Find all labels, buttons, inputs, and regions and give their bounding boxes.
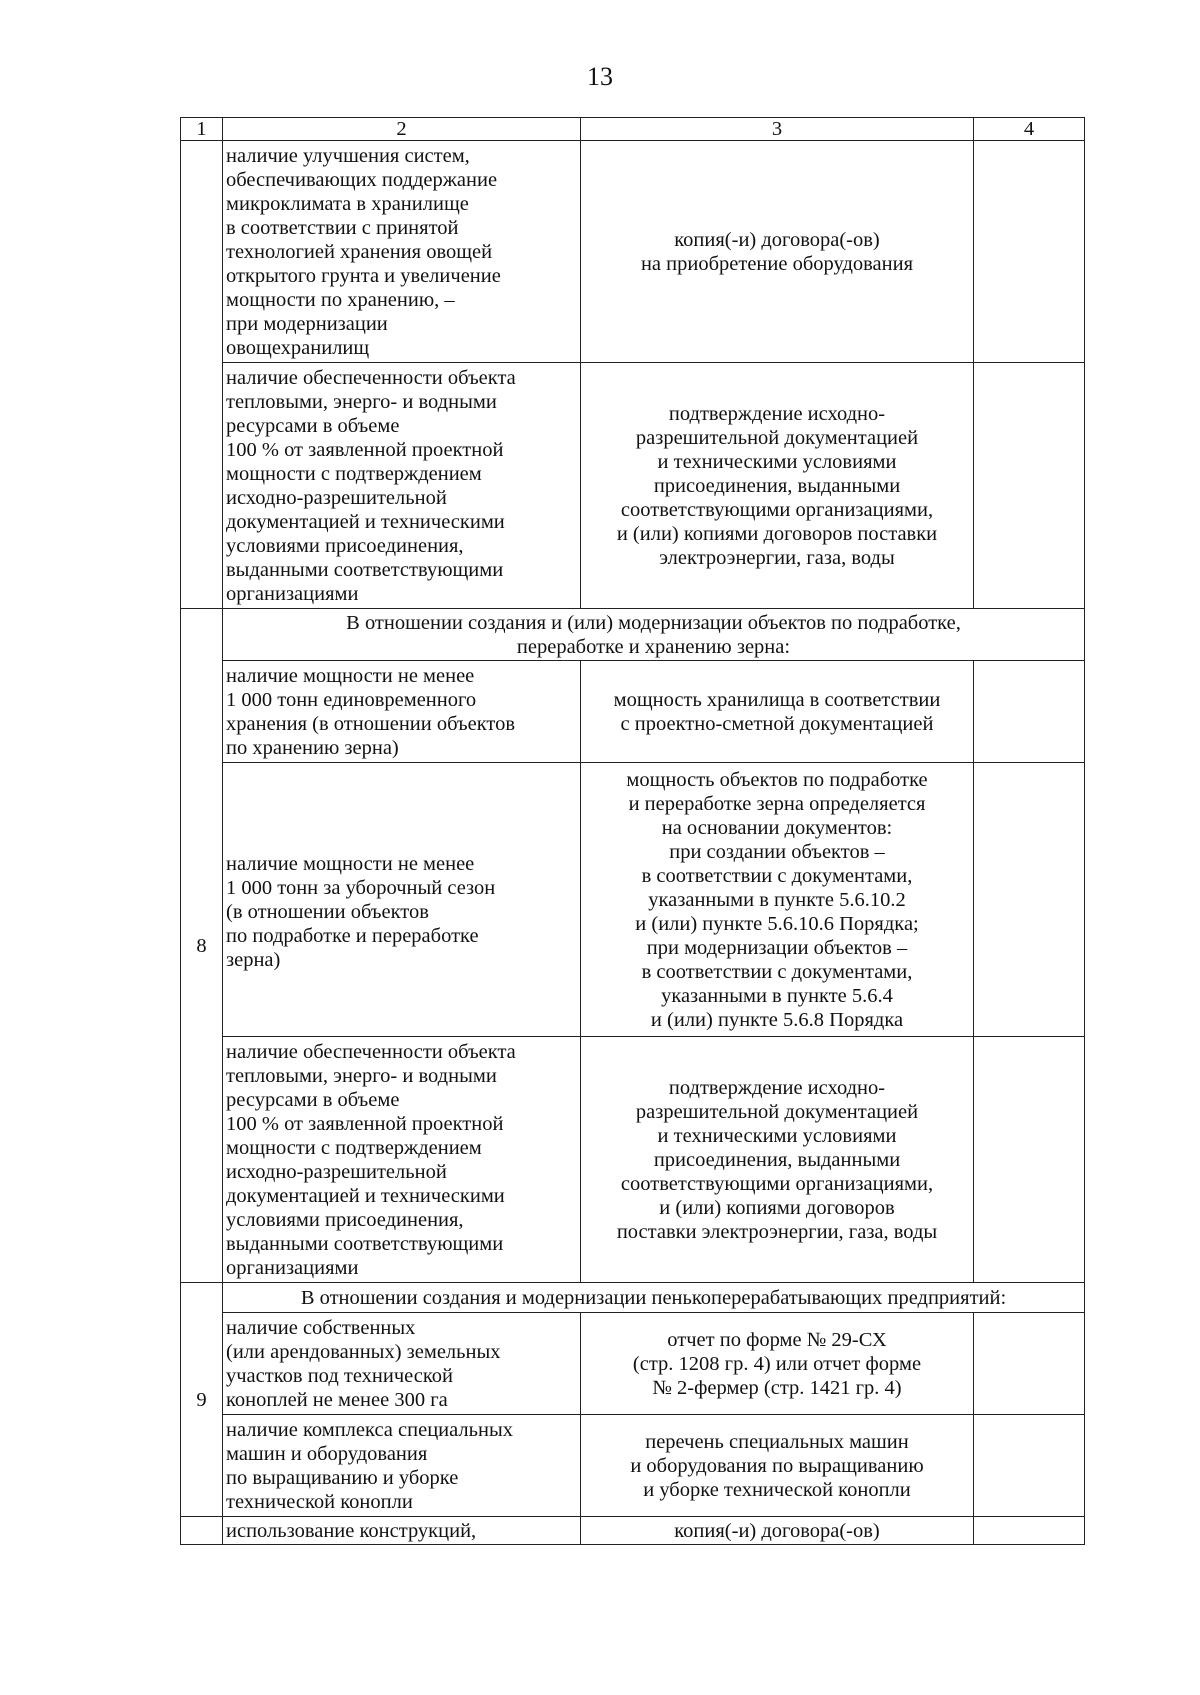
criterion-cell (223, 1313, 581, 1415)
table-row (181, 1313, 1085, 1415)
section-title-grain (223, 609, 1085, 661)
note-cell (974, 141, 1085, 363)
section-row (181, 1283, 1085, 1313)
section-title-hemp (223, 1283, 1085, 1313)
document-cell (581, 1313, 974, 1415)
table-row (181, 661, 1085, 763)
page-number: 13 (587, 62, 613, 91)
row-number-cell (181, 141, 223, 609)
document-cell (581, 763, 974, 1037)
criterion-cell (223, 363, 581, 609)
document-text: подтверждение исходно- разрешительной документацией и техническими условиями присоединения, выданными соответствующими организациями, и (или) копиями договоров поставки электроэнергии, газа, воды (616, 402, 938, 569)
table-row (181, 363, 1085, 609)
header-col-4: 4 (974, 118, 1085, 141)
table-row (181, 141, 1085, 363)
criterion-text: наличие комплекса специальных машин и оборудования по выращиванию и уборке технической конопли (226, 1418, 513, 1513)
table-row (181, 1517, 1085, 1545)
criterion-text: наличие собственных (или арендованных) земельных участков под технической коноплей не менее 300 га (226, 1316, 501, 1411)
criterion-text: наличие мощности не менее 1 000 тонн единовременного хранения (в отношении объектов по хранению зерна) (226, 664, 516, 759)
table-row (181, 1415, 1085, 1517)
header-col-3: 3 (581, 118, 974, 141)
criterion-cell (223, 1517, 581, 1545)
criterion-text: использование конструкций, (226, 1519, 477, 1542)
section-title-text: В отношении создания и (или) модернизации объектов по подработке, переработке и хранению зерна: (346, 611, 961, 658)
document-cell (581, 141, 974, 363)
row-number-cell (181, 1517, 223, 1545)
document-text: отчет по форме № 29-СХ (стр. 1208 гр. 4) или отчет форме № 2-фермер (стр. 1421 гр. 4) (632, 1328, 922, 1399)
section-title-text: В отношении создания и модернизации пенькоперерабатывающих предприятий: (300, 1286, 1007, 1309)
requirements-table (180, 117, 1085, 1545)
group-number-8: 8 (181, 609, 223, 1283)
document-cell (581, 661, 974, 763)
table-row (181, 763, 1085, 1037)
note-cell (974, 661, 1085, 763)
criterion-cell (223, 661, 581, 763)
document-text: мощность объектов по подработке и переработке зерна определяется на основании документов: при создании объектов – в соответствии с документами, указанными в пункте 5.6.10.2 и (или) пункте 5.6.10.6 Порядка; при модернизации объектов – в соответствии с документами, указанными в пункте 5.6.4 и (или) пункте 5.6.8 Порядка (626, 768, 928, 1031)
note-cell (974, 1037, 1085, 1283)
section-row (181, 609, 1085, 661)
note-cell (974, 363, 1085, 609)
document-cell (581, 363, 974, 609)
note-cell (974, 763, 1085, 1037)
header-col-2: 2 (223, 118, 581, 141)
document-text: копия(-и) договора(-ов) (674, 1519, 880, 1542)
table-header-row (181, 118, 1085, 141)
document-text: мощность хранилища в соответствии с проектно-сметной документацией (613, 688, 941, 735)
group-number-9: 9 (181, 1283, 223, 1517)
criterion-text: наличие обеспеченности объекта тепловыми, энерго- и водными ресурсами в объеме 100 % от заявленной проектной мощности с подтверждением исходно-разрешительной документацией и техническими условиями присоединения, выданными соответствующими организациями (226, 366, 516, 605)
note-cell (974, 1415, 1085, 1517)
criterion-cell (223, 763, 581, 1037)
document-cell (581, 1517, 974, 1545)
document-text: копия(-и) договора(-ов) на приобретение оборудования (640, 228, 914, 275)
criterion-text: наличие обеспеченности объекта тепловыми, энерго- и водными ресурсами в объеме 100 % от заявленной проектной мощности с подтверждением исходно-разрешительной документацией и техническими условиями присоединения, выданными соответствующими организациями (226, 1040, 516, 1279)
header-col-1: 1 (181, 118, 223, 141)
document-text: перечень специальных машин и оборудования по выращиванию и уборке технической конопли (630, 1430, 924, 1501)
table-row (181, 1037, 1085, 1283)
document-cell (581, 1037, 974, 1283)
criterion-cell (223, 1415, 581, 1517)
criterion-text: наличие мощности не менее 1 000 тонн за уборочный сезон (в отношении объектов по подработке и переработке зерна) (226, 853, 496, 971)
note-cell (974, 1517, 1085, 1545)
criterion-text: наличие улучшения систем, обеспечивающих поддержание микроклимата в хранилище в соответствии с принятой технологией хранения овощей открытого грунта и увеличение мощности по хранению, – при модернизации овощехранилищ (226, 144, 501, 359)
criterion-cell (223, 141, 581, 363)
document-cell (581, 1415, 974, 1517)
note-cell (974, 1313, 1085, 1415)
document-text: подтверждение исходно- разрешительной документацией и техническими условиями присоединения, выданными соответствующими организациями, и (или) копиями договоров поставки электроэнергии, газа, воды (616, 1076, 938, 1243)
criterion-cell (223, 1037, 581, 1283)
